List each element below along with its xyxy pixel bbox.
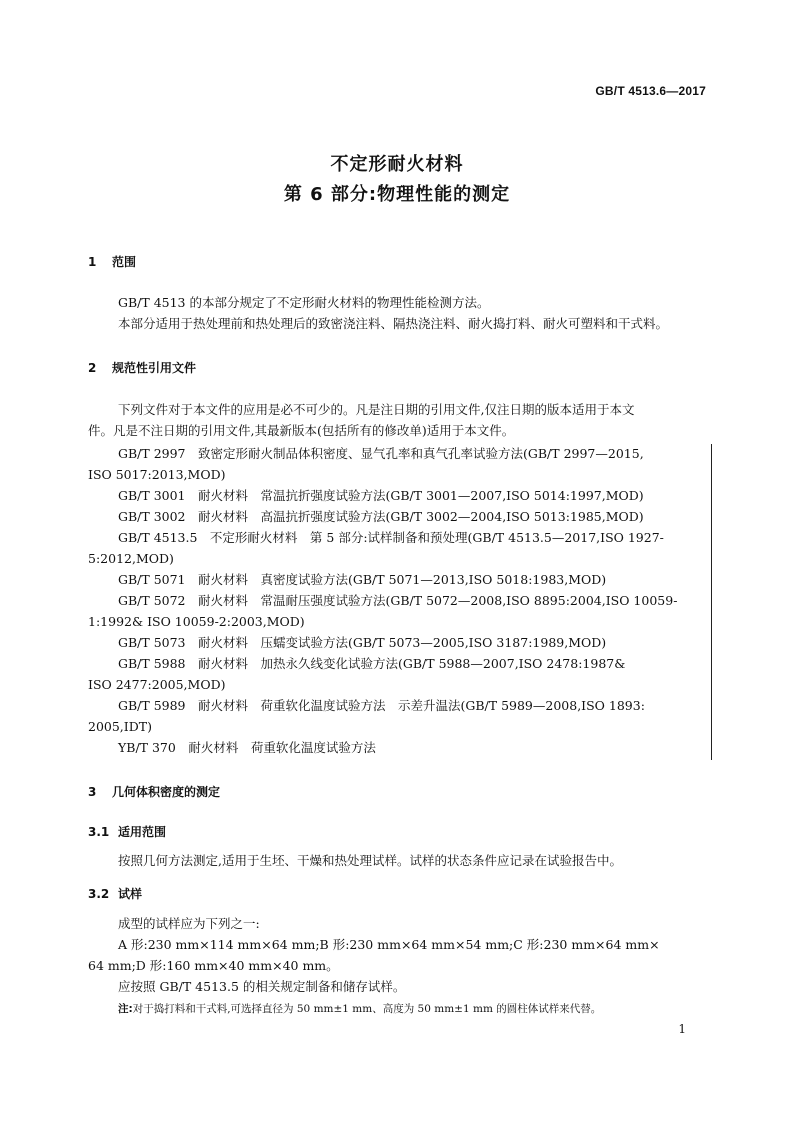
section-2-intro-line-2: 件。凡是不注日期的引用文件,其最新版本(包括所有的修改单)适用于本文件。 xyxy=(88,423,515,438)
reference-line: GB/T 5072 耐火材料 常温耐压强度试验方法(GB/T 5072—2008,ISO 8895:2004,ISO 10059- xyxy=(118,593,678,608)
reference-line: GB/T 2997 致密定形耐火制品体积密度、显气孔率和真气孔率试验方法(GB/T 2997—2015, xyxy=(118,446,644,461)
section-1-paragraph-1: GB/T 4513 的本部分规定了不定形耐火材料的物理性能检测方法。 xyxy=(118,295,490,310)
reference-line: 1:1992& ISO 10059-2:2003,MOD) xyxy=(88,614,305,629)
reference-line: GB/T 4513.5 不定形耐火材料 第 5 部分:试样制备和预处理(GB/T 4513.5—2017,ISO 1927- xyxy=(118,530,664,545)
specimen-line-1: 成型的试样应为下列之一: xyxy=(118,916,260,931)
subsection-title: 试样 xyxy=(118,887,143,901)
revision-bar xyxy=(711,444,712,760)
specimen-line-2: A 形:230 mm×114 mm×64 mm;B 形:230 mm×64 mm×54 mm;C 形:230 mm×64 mm× xyxy=(118,937,660,952)
specimen-line-4: 应按照 GB/T 4513.5 的相关规定制备和储存试样。 xyxy=(118,979,406,994)
reference-line: GB/T 5071 耐火材料 真密度试验方法(GB/T 5071—2013,ISO 5018:1983,MOD) xyxy=(118,572,607,587)
page-number: 1 xyxy=(678,1022,686,1036)
document-title-line1: 不定形耐火材料 xyxy=(330,154,464,175)
section-number: 1 xyxy=(88,255,97,269)
note-text: 对于捣打料和干式料,可选择直径为 50 mm±1 mm、高度为 50 mm±1 mm 的圆柱体试样来代替。 xyxy=(132,1003,602,1015)
subsection-title: 适用范围 xyxy=(118,825,167,839)
reference-line: GB/T 5988 耐火材料 加热永久线变化试验方法(GB/T 5988—2007,ISO 2478:1987& xyxy=(118,656,626,671)
specimen-line-3: 64 mm;D 形:160 mm×40 mm×40 mm。 xyxy=(88,958,339,973)
specimen-note xyxy=(118,1000,601,1018)
section-1-paragraph-2: 本部分适用于热处理前和热处理后的致密浇注料、隔热浇注料、耐火捣打料、耐火可塑料和干式料。 xyxy=(118,316,669,331)
note-label: 注: xyxy=(118,1003,133,1015)
normative-references-list xyxy=(88,443,710,758)
section-3-1-heading xyxy=(88,823,166,840)
reference-line: ISO 5017:2013,MOD) xyxy=(88,467,226,482)
section-title: 规范性引用文件 xyxy=(112,361,197,375)
section-3-heading xyxy=(88,783,220,800)
section-3-1-text: 按照几何方法测定,适用于生坯、干燥和热处理试样。试样的状态条件应记录在试验报告中。 xyxy=(118,853,622,868)
section-2-intro-line-1: 下列文件对于本文件的应用是必不可少的。凡是注日期的引用文件,仅注日期的版本适用于本文 xyxy=(118,402,635,417)
reference-line: GB/T 3001 耐火材料 常温抗折强度试验方法(GB/T 3001—2007,ISO 5014:1997,MOD) xyxy=(118,488,644,503)
section-2-heading xyxy=(88,359,196,376)
reference-line: GB/T 5989 耐火材料 荷重软化温度试验方法 示差升温法(GB/T 5989—2008,ISO 1893: xyxy=(118,698,645,713)
section-title: 范围 xyxy=(112,255,137,269)
document-title-line2: 第 6 部分:物理性能的测定 xyxy=(283,184,511,205)
reference-line: GB/T 3002 耐火材料 高温抗折强度试验方法(GB/T 3002—2004,ISO 5013:1985,MOD) xyxy=(118,509,644,524)
subsection-number: 3.2 xyxy=(88,887,110,901)
subsection-number: 3.1 xyxy=(88,825,110,839)
section-title: 几何体积密度的测定 xyxy=(112,785,221,799)
section-number: 3 xyxy=(88,785,97,799)
section-number: 2 xyxy=(88,361,97,375)
reference-line: 5:2012,MOD) xyxy=(88,551,174,566)
reference-line: 2005,IDT) xyxy=(88,719,152,734)
reference-line: YB/T 370 耐火材料 荷重软化温度试验方法 xyxy=(118,740,376,755)
section-3-2-heading xyxy=(88,885,142,902)
reference-line: ISO 2477:2005,MOD) xyxy=(88,677,226,692)
standard-number: GB/T 4513.6—2017 xyxy=(595,84,706,98)
section-1-heading xyxy=(88,253,136,270)
reference-line: GB/T 5073 耐火材料 压蠕变试验方法(GB/T 5073—2005,ISO 3187:1989,MOD) xyxy=(118,635,607,650)
